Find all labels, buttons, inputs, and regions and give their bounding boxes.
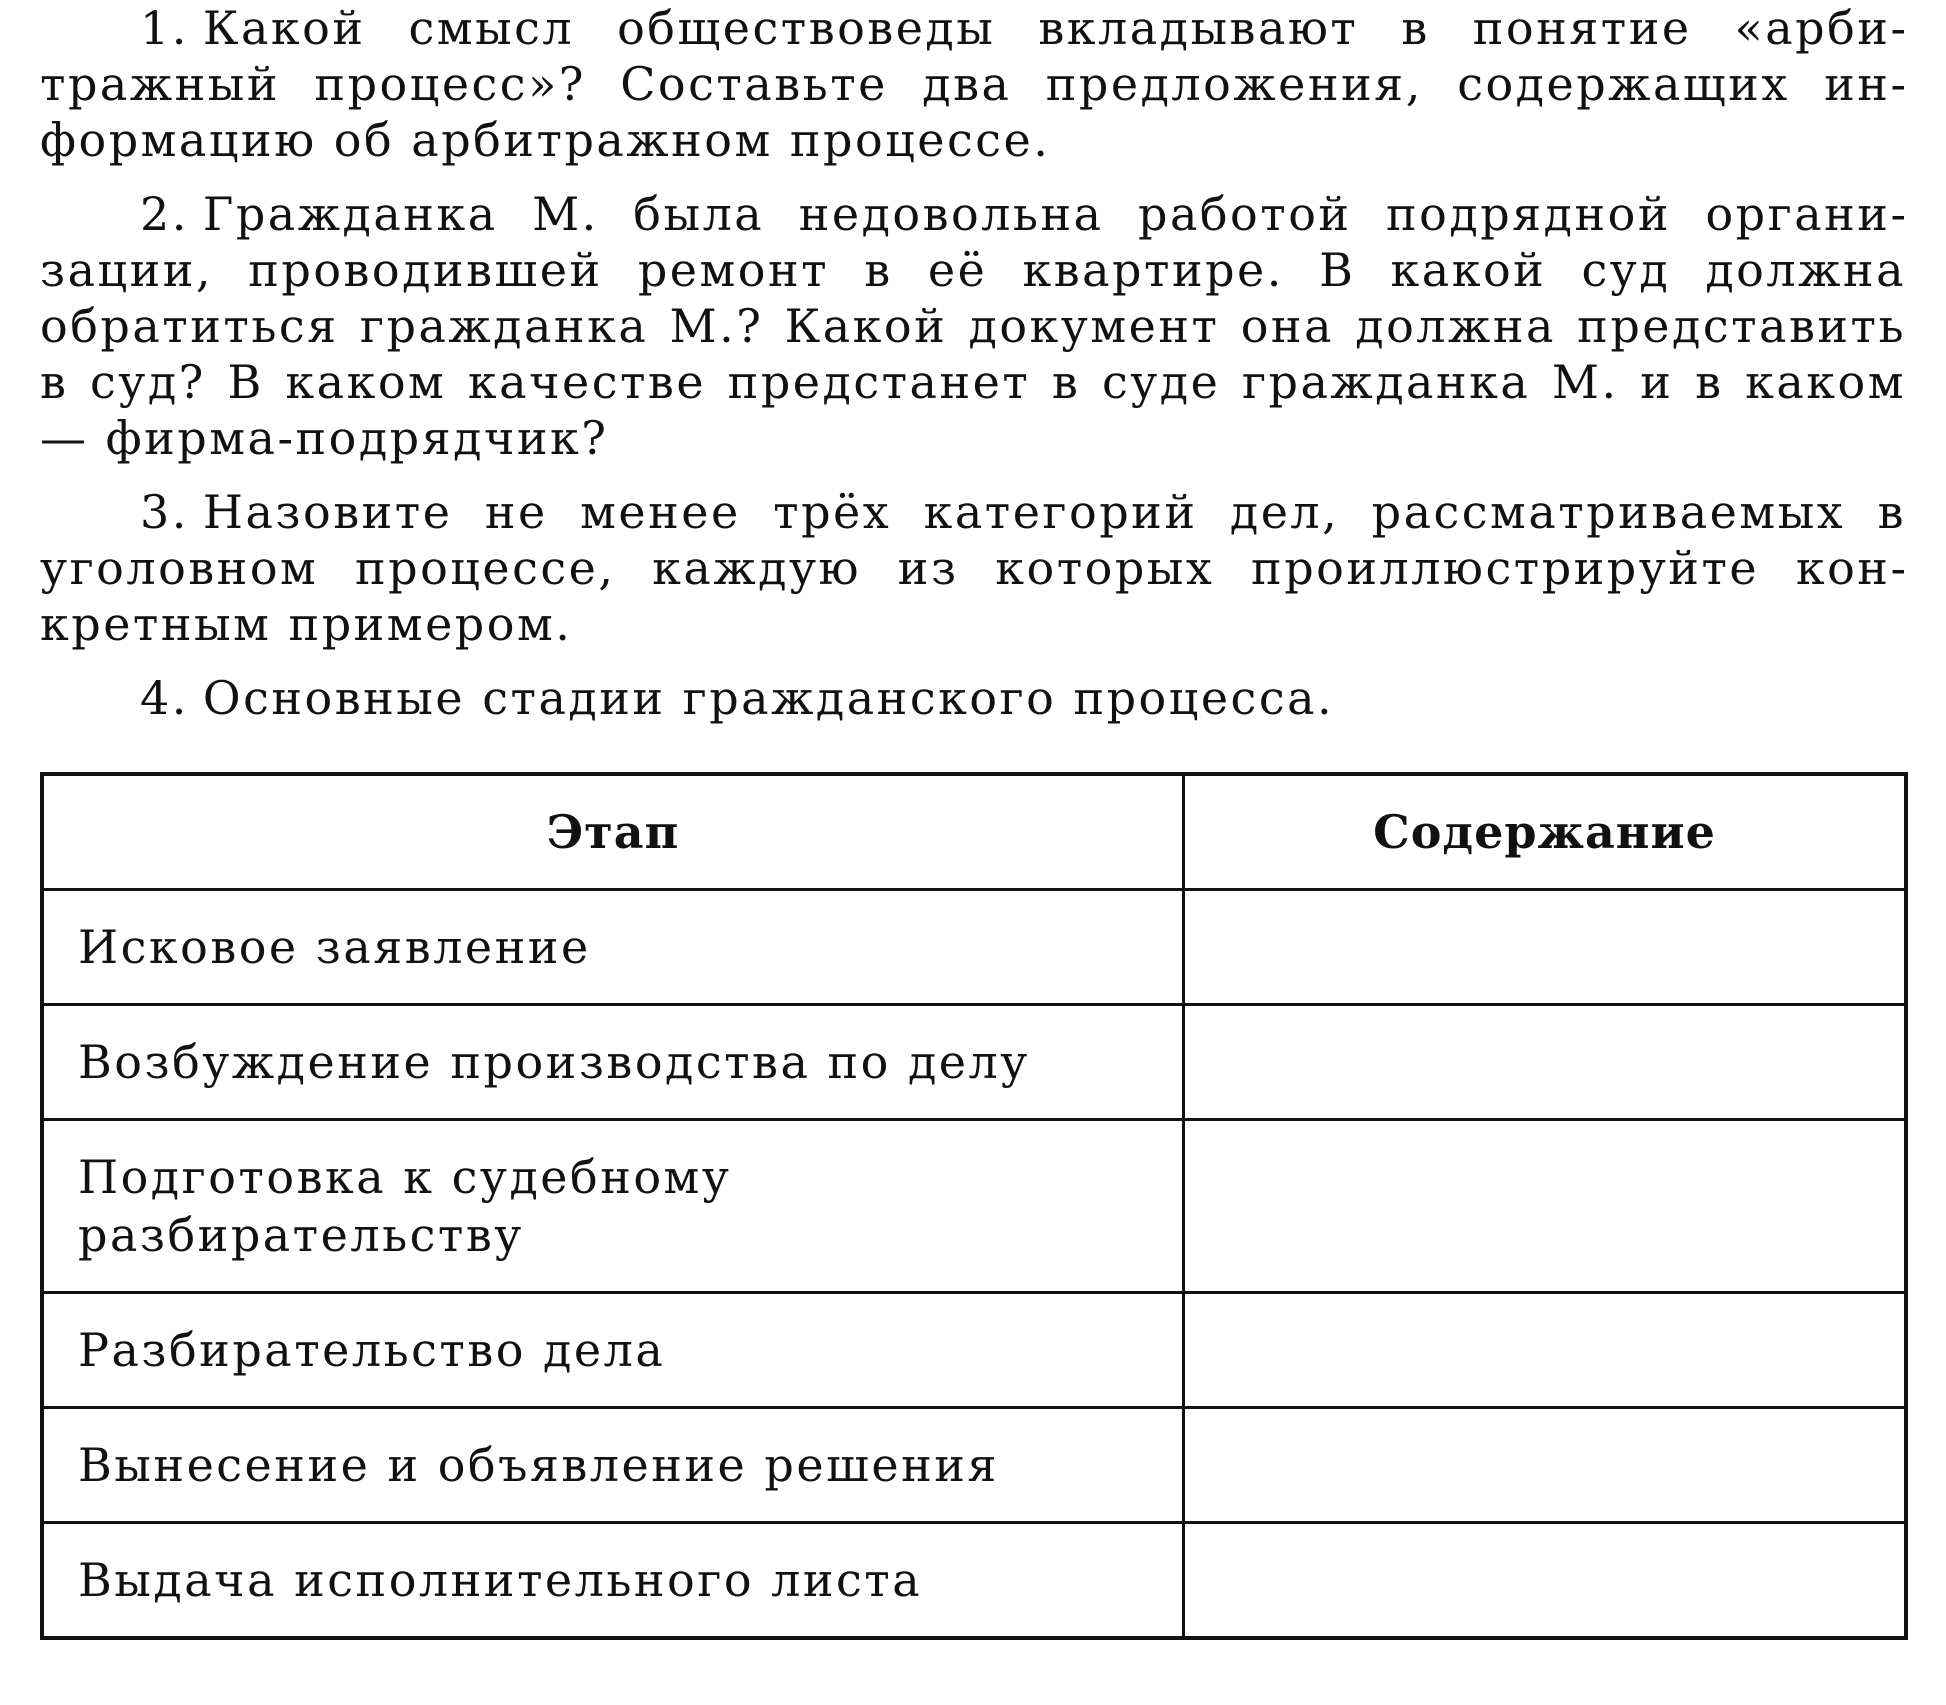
table-header-row xyxy=(42,774,1906,890)
stage-cell: Подготовка к судебному разбирательству xyxy=(42,1120,1184,1293)
content-cell xyxy=(1184,1408,1907,1523)
task-4 xyxy=(40,670,1906,726)
task-2-number: 2. xyxy=(140,187,189,241)
table-row xyxy=(42,890,1906,1005)
table-row xyxy=(42,1120,1906,1293)
civil-process-stages-table xyxy=(40,772,1908,1640)
task-1 xyxy=(40,0,1906,168)
content-cell xyxy=(1184,1120,1907,1293)
header-content: Содержание xyxy=(1184,774,1907,890)
table-row xyxy=(42,1523,1906,1639)
header-stage: Этап xyxy=(42,774,1184,890)
task-1-text: Какой смысл обществоведы вкладывают в понятие «арбитражный процесс»? Составьте два предложения, содержащих информацию об арбитражном процессе. xyxy=(40,1,1906,167)
stage-cell: Вынесение и объявление решения xyxy=(42,1408,1184,1523)
task-3-text: Назовите не менее трёх категорий дел, рассматриваемых в уголовном процессе, каждую из которых проиллюстрируйте конкретным примером. xyxy=(40,485,1906,651)
stage-cell: Возбуждение производства по делу xyxy=(42,1005,1184,1120)
task-3 xyxy=(40,484,1906,652)
task-2-text: Гражданка М. была недовольна работой подрядной организации, проводившей ремонт в её квартире. В какой суд должна обратиться гражданка М.? Какой документ она должна представить в суд? В каком качестве предстанет в суде гражданка М. и в каком — фирма-подрядчик? xyxy=(40,187,1906,465)
task-1-number: 1. xyxy=(140,1,189,55)
task-3-number: 3. xyxy=(140,485,189,539)
content-cell xyxy=(1184,890,1907,1005)
content-cell xyxy=(1184,1005,1907,1120)
task-2 xyxy=(40,186,1906,466)
task-4-text: Основные стадии гражданского процесса. xyxy=(202,671,1335,725)
table-row xyxy=(42,1408,1906,1523)
table-row xyxy=(42,1005,1906,1120)
stage-cell: Исковое заявление xyxy=(42,890,1184,1005)
document-page xyxy=(40,0,1906,1607)
stage-cell: Разбирательство дела xyxy=(42,1293,1184,1408)
content-cell xyxy=(1184,1293,1907,1408)
stage-cell: Выдача исполнительного листа xyxy=(42,1523,1184,1639)
table-row xyxy=(42,1293,1906,1408)
task-4-number: 4. xyxy=(140,671,189,725)
content-cell xyxy=(1184,1523,1907,1639)
